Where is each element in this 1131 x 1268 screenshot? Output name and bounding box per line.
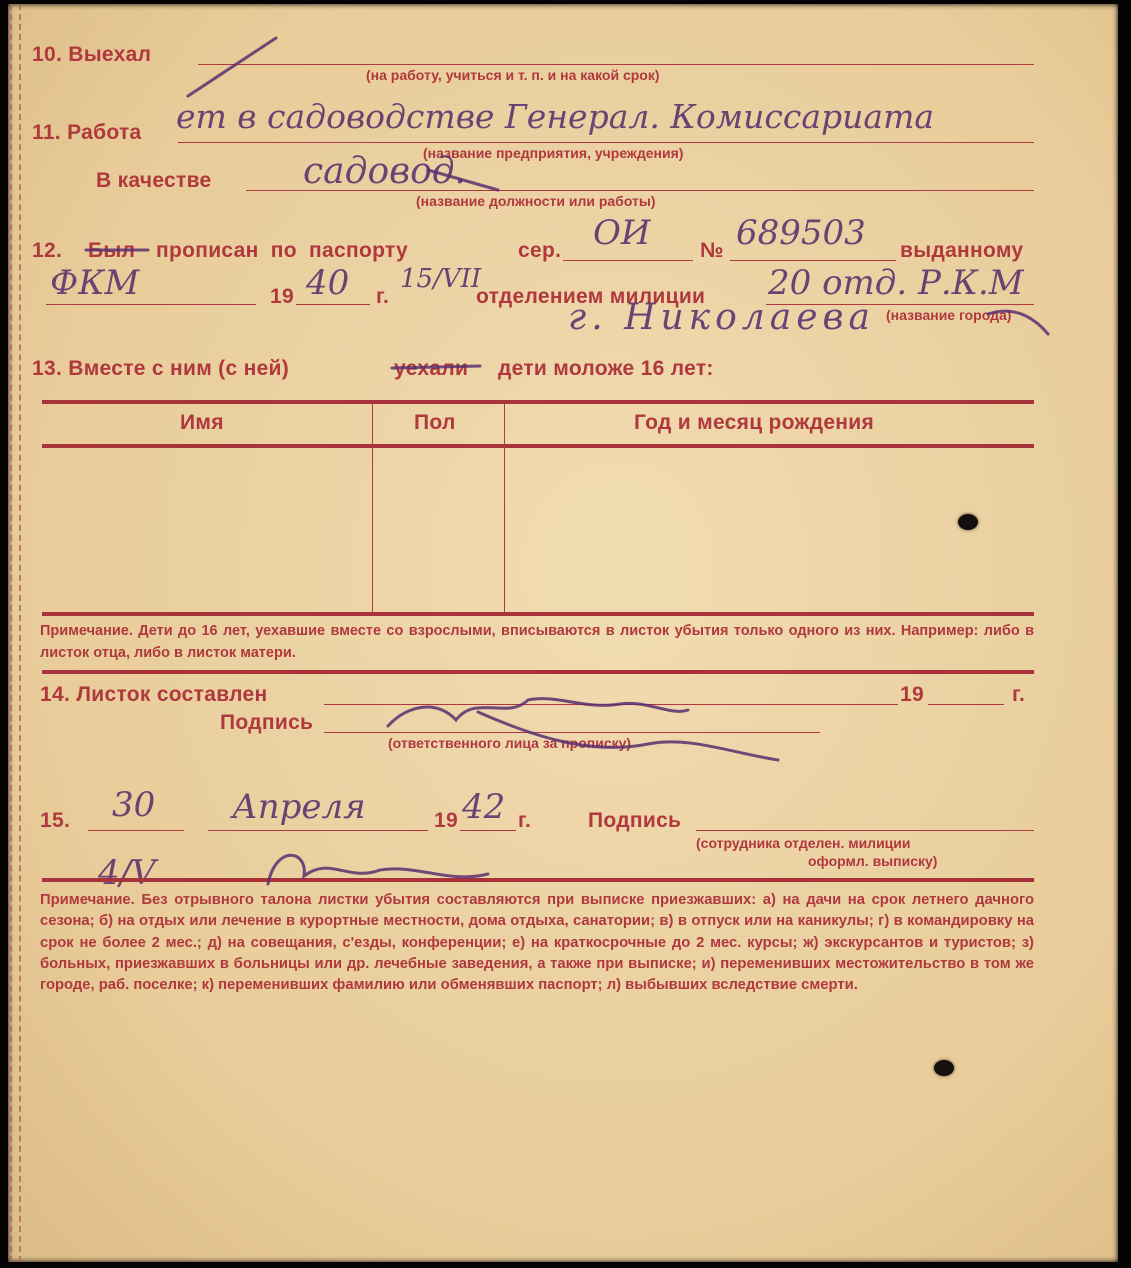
year-suffix-15: г. — [518, 809, 532, 832]
position-hint: (название должности или работы) — [416, 193, 656, 209]
year-handwriting-12: 40 — [306, 263, 350, 303]
column-name: Имя — [180, 411, 224, 434]
note-2-text: Без отрывного талона листки убытия составляются при выписке приезжавших: а) на дачи на срок летнего дачного сезона; б) на отдых или лечение в курортные местности, дома отдыха, санатории; в) в отпуск или на каникулы; г) в командировку на срок не более 2 мес.; д) на совещания, с'езды, конференции; е) на краткосрочные до 2 мес. курсы; ж) экскурсантов и туристов; з) больных, приезжавших в больницы или др. лечебные заведения, а также при выписке; и) переменивших местожительство в том же городе, раб. поселке; к) переменивших фамилию или обменявших паспорт; л) выбывших вследствие смерти. — [40, 892, 1034, 994]
column-birth: Год и месяц рождения — [634, 411, 875, 434]
ink-strokes — [8, 4, 1118, 1262]
day-handwriting: 30 — [112, 785, 156, 825]
sign-label-15: Подпись — [588, 809, 682, 832]
field-11-hint: (название предприятия, учреждения) — [423, 145, 684, 161]
dept-label: отделением милиции — [476, 285, 706, 308]
sign-hint-15-line2: оформл. выписку) — [808, 853, 938, 869]
column-sex: Пол — [414, 411, 456, 434]
series-handwriting: ОИ — [593, 213, 651, 253]
year-suffix-12: г. — [376, 285, 390, 308]
number-label: № — [700, 239, 724, 262]
field-11-label: 11. Работа — [32, 121, 142, 144]
extra-handwriting: 4/V — [98, 853, 156, 893]
city-handwriting: г. Николаева — [568, 297, 875, 338]
issued-label: выданному — [900, 239, 1024, 262]
year-prefix-14: 19 — [900, 683, 924, 706]
field-13-label-end: дети моложе 16 лет: — [498, 357, 714, 380]
sign-label-14: Подпись — [220, 711, 314, 734]
struck-out-left — [392, 366, 480, 368]
year-handwriting-15: 42 — [462, 787, 506, 827]
note-1-text: Дети до 16 лет, уехавшие вместе со взрослыми, вписываются в листок убытия только одного из них. Например: либо в листок отца, либо в листок матери. — [40, 623, 1034, 661]
issuer-handwriting: ФКМ — [50, 263, 140, 303]
field-12-label: прописан по паспорту — [156, 239, 409, 262]
dept-handwriting: 20 отд. Р.К.М — [768, 263, 1024, 303]
signature-15 — [268, 855, 488, 884]
field-10-cancel-stroke — [188, 38, 276, 96]
field-14-label: 14. Листок составлен — [40, 683, 268, 706]
year-prefix-15: 19 — [434, 809, 458, 832]
year-suffix-14: г. — [1012, 683, 1026, 706]
position-label: В качестве — [96, 169, 212, 192]
note-2-title: Примечание. — [40, 892, 135, 908]
field-15-label: 15. — [40, 809, 71, 832]
position-cancel-stroke — [428, 170, 498, 190]
note-1-title: Примечание. — [40, 623, 133, 639]
year-prefix-12: 19 — [270, 285, 294, 308]
sign-hint-14: (ответственного лица за прописку) — [388, 735, 632, 751]
field-11-handwriting: ет в садоводстве Генерал. Комиссариата — [176, 97, 935, 136]
series-label: сер. — [518, 239, 562, 262]
field-12-struck-word: Был — [88, 239, 136, 262]
field-13-label-start: 13. Вместе с ним (с ней) — [32, 357, 290, 380]
dept-hint: (название города) — [886, 307, 1012, 323]
field-12-number: 12. — [32, 239, 63, 262]
field-10-label: 10. Выехал — [32, 43, 152, 66]
signature-14-tail — [478, 712, 778, 760]
document-sheet — [8, 4, 1118, 1262]
date-handwriting-12: 15/VII — [400, 264, 482, 294]
dept-signature-tail — [988, 311, 1048, 334]
position-handwriting: садовод. — [303, 151, 467, 192]
field-13-struck-word: уехали — [394, 357, 469, 380]
month-handwriting: Апреля — [232, 787, 366, 827]
sign-hint-15-line1: (сотрудника отделен. милиции — [696, 835, 911, 851]
field-10-hint: (на работу, учиться и т. п. и на какой срок) — [366, 67, 660, 83]
signature-14 — [388, 699, 688, 726]
number-handwriting: 689503 — [736, 213, 866, 253]
